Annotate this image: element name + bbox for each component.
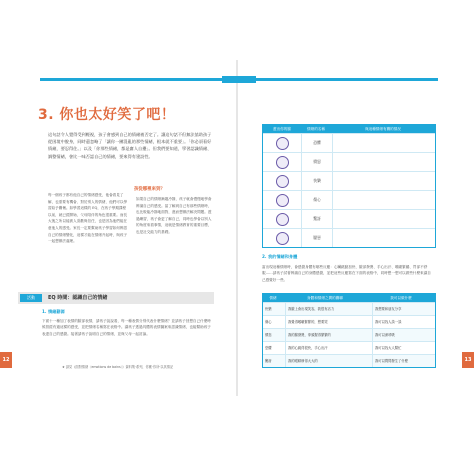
activity-title: EQ 時間：認識自己的情緒 (48, 295, 108, 301)
reaction-table (262, 293, 436, 368)
left-top-rule (40, 78, 236, 81)
emotion-table-header (263, 125, 435, 133)
header-emotion: 情緒的名稱 (307, 127, 325, 131)
body-cell: 我臉上會出現笑容，我很有活力 (286, 303, 373, 315)
emotion-name: 厭惡 (301, 229, 333, 247)
emotion-cell: 快樂 (263, 303, 286, 315)
activity-tag: 活動 (20, 294, 42, 302)
disgust-face-icon (276, 232, 289, 245)
section-2-body: 當出現這種情緒時，會感覺身體有哪些反應：心臟跳動加快、臉部發燙、手心出汗、喉嚨緊繃、胃部不舒服……請孩子試著辨識自己的身體感覺，並把這些反應寫在下面的表格中，同時想一想可以做些什麼來讓自己感覺好一些。 (262, 265, 431, 282)
body-cell: 我的臉發燙，拳頭握得緊緊的 (286, 329, 373, 341)
emotion-cell: 恐懼 (263, 342, 286, 354)
column-subheading: 孩從哪裡來到？ (134, 187, 165, 192)
header-emotion: 情緒 (269, 296, 277, 300)
header-body-link: 身體和情緒之間的關聯 (307, 296, 343, 300)
emotion-row (263, 190, 435, 209)
footnote: ★ 請見《面對情緒〈emotions de bains〉》資料集‧系列，你應‧你所‧以其情記 (62, 365, 174, 369)
section-heading-2: 2. 我的情緒和身體 (262, 254, 298, 259)
emotion-row (263, 228, 435, 247)
intro-paragraph: 這句話令人覺得受到輕視，孩子會感到自己的情緒被否定了。讓這句話不但無法協助孩子從困境中脫身，同時還忽略了「讓你一團混亂的那些情緒，根本就不重要」。「你必須看好情緒，要忍得住。」以及「你那些情緒，都是庸人自擾」。但我們要知道，學習認識情緒、調整情緒，會比一味否認自己的情緒，要來得有建設性。 (48, 132, 212, 159)
emotion-name: 驚訝 (301, 210, 333, 228)
emotion-cell: 傷心 (263, 316, 286, 328)
surprise-face-icon (276, 213, 289, 226)
emotion-row (263, 209, 435, 228)
left-column-text: 每一個孩子都有他自己的情緒感受，他會看見了解，也需要有機會、對於別人的情緒，他們可以學習給予關懷。如學習這樣的 EQ，在孩子學期課程以前，就已經開始，父母陪伴的角色很重要。而長大後之所以能被人喜歡與信任，也是因為他們能在意他人的感受。家長一定要幫助孩子學習如何辨認自己的情緒變化，這樣才能在情緒升起時，與孩子一起想辦法處理。 (48, 193, 128, 244)
reaction-table-header (263, 294, 435, 302)
reaction-row (263, 328, 435, 341)
right-column-text: 如果自己的情緒漸趨冷靜，孩子就會慢慢地學會辨識自己的感受。當了解到自己有那些情緒時，也比較能冷靜地面對，進而想辦法解決問題。透過練習，孩子會更了解自己，同時也學會以別人的角度來看事情，這就是情緒教育的重要目標，也是社交能力的基礎。 (136, 197, 212, 234)
body-cell: 我覺得喉嚨緊緊的，想要哭 (286, 316, 373, 328)
reaction-row (263, 315, 435, 328)
page-number-right: 13 (462, 352, 474, 368)
action-cell: 我想要和朋友分享 (375, 307, 402, 311)
emotion-name: 恐懼 (301, 134, 333, 152)
header-situation: 與這種情緒有關的情況 (365, 127, 401, 131)
section-1-body: 下面十一種加了表情的臉部表情，請孩子說說看，每一種表情分別代表什麼情緒？並請孩子回想自己什麼時候曾經有過這樣的感受，並把情緒名稱寫在表格中。讓孩子透過具體的表情圖案來認識情緒，也能幫助孩子表達自己的感覺。接著請孩子說明自己的情緒，並與父母一起討論。 (42, 319, 211, 336)
reaction-row (263, 341, 435, 354)
book-gutter (236, 60, 238, 396)
emotion-name: 快樂 (301, 172, 333, 190)
right-top-rule (238, 78, 438, 81)
emotion-row (263, 133, 435, 152)
emotion-cell: 驚訝 (263, 355, 286, 367)
emotion-row (263, 171, 435, 190)
happy-face-icon (276, 175, 289, 188)
reaction-row (263, 302, 435, 315)
action-cell: 我可以找大人幫忙 (375, 346, 402, 350)
emotion-name: 憤怒 (301, 153, 333, 171)
body-cell: 我的心跳得很快，手心出汗 (286, 342, 373, 354)
action-cell: 我可以問問發生了什麼 (375, 359, 408, 363)
chapter-title: 3. 你也太好笑了吧！ (38, 107, 176, 123)
body-cell: 我的眼睛睜得大大的 (286, 355, 373, 367)
fear-face-icon (276, 137, 289, 150)
action-cell: 我可以深呼吸 (375, 333, 395, 337)
emotion-row (263, 152, 435, 171)
page-number-left: 12 (0, 352, 12, 368)
anger-face-icon (276, 156, 289, 169)
right-rule-accent (238, 76, 256, 83)
emotion-table (262, 124, 436, 248)
action-cell: 我可以找人談一談 (375, 320, 402, 324)
reaction-row (263, 354, 435, 367)
header-action: 我可以做什麼 (390, 296, 412, 300)
header-face: 畫出你的臉 (273, 127, 291, 131)
emotion-name: 傷心 (301, 191, 333, 209)
sad-face-icon (276, 194, 289, 207)
emotion-cell: 憤怒 (263, 329, 286, 341)
section-heading-1: 1. 情緒辭源 (42, 309, 65, 314)
